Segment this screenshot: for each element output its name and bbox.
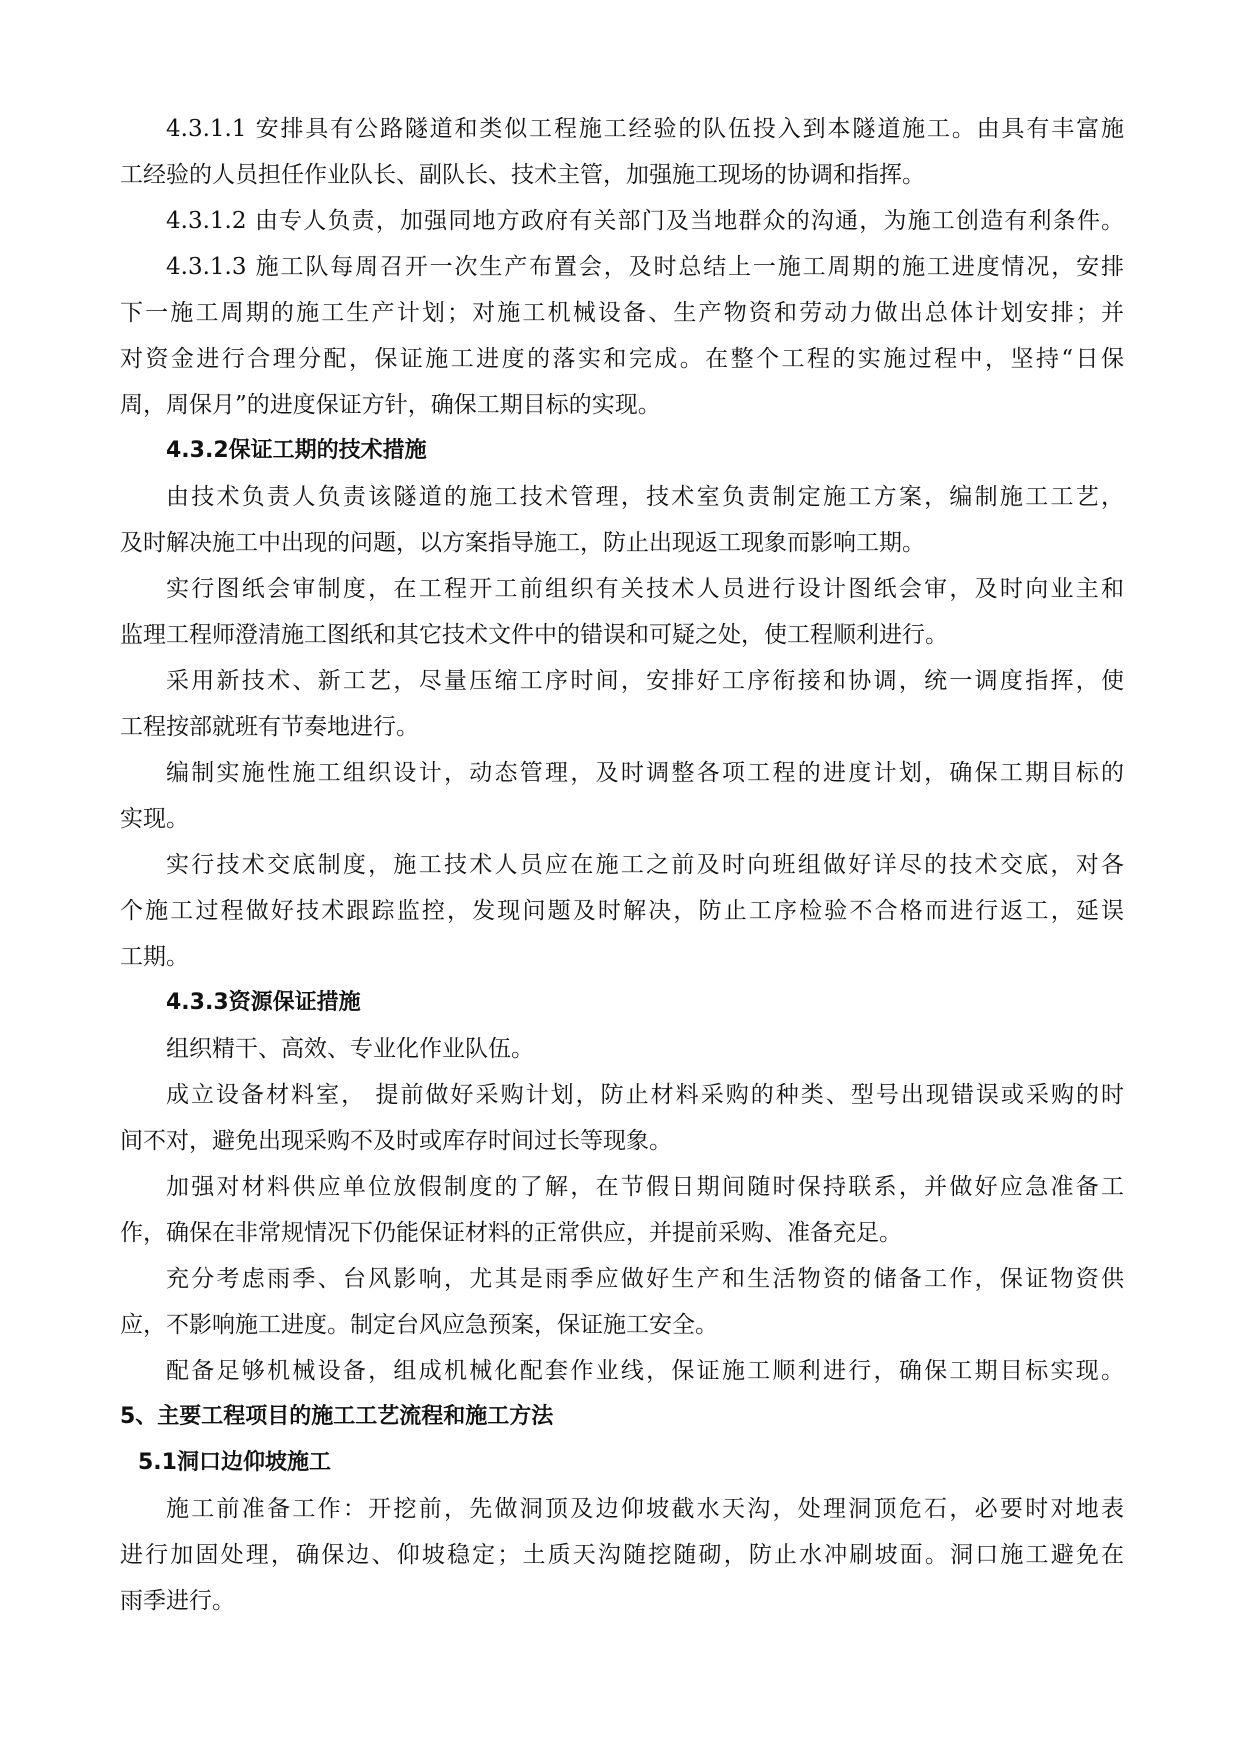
- paragraph-4313-line-3: 对资金进行合理分配，保证施工进度的落实和完成。在整个工程的实施过程中，坚持“日保: [120, 346, 1124, 372]
- section-heading-4-3-3: 4.3.3资源保证措施: [166, 990, 361, 1015]
- paragraph-supply-line-2: 作，确保在非常规情况下仍能保证材料的正常供应，并提前采购、准备充足。: [120, 1220, 902, 1246]
- paragraph-review-line-2: 监理工程师澄清施工图纸和其它技术文件中的错误和可疑之处，使工程顺利进行。: [120, 622, 948, 648]
- paragraph-4313-line-4: 周，周保月”的进度保证方针，确保工期目标的实现。: [120, 392, 661, 418]
- paragraph-review-line-1: 实行图纸会审制度，在工程开工前组织有关技术人员进行设计图纸会审，及时向业主和: [166, 576, 1124, 602]
- section-heading-5: 5、主要工程项目的施工工艺流程和施工方法: [120, 1404, 554, 1429]
- paragraph-materials-line-1: 成立设备材料室， 提前做好采购计划，防止材料采购的种类、型号出现错误或采购的时: [166, 1082, 1124, 1108]
- section-heading-5-1: 5.1洞口边仰坡施工: [138, 1450, 331, 1475]
- paragraph-weather-line-2: 应，不影响施工进度。制定台风应急预案，保证施工安全。: [120, 1312, 718, 1338]
- paragraph-portal-line-3: 雨季进行。: [120, 1588, 235, 1614]
- paragraph-plan-line-2: 实现。: [120, 806, 189, 832]
- paragraph-portal-line-1: 施工前准备工作：开挖前，先做洞顶及边仰坡截水天沟，处理洞顶危石，必要时对地表: [166, 1496, 1124, 1522]
- paragraph-briefing-line-2: 个施工过程做好技术跟踪监控，发现问题及时解决，防止工序检验不合格而进行返工，延误: [120, 898, 1124, 924]
- paragraph-briefing-line-1: 实行技术交底制度，施工技术人员应在施工之前及时向班组做好详尽的技术交底，对各: [166, 852, 1124, 878]
- paragraph-newtech-line-1: 采用新技术、新工艺，尽量压缩工序时间，安排好工序衔接和协调，统一调度指挥，使: [166, 668, 1124, 694]
- paragraph-plan-line-1: 编制实施性施工组织设计，动态管理，及时调整各项工程的进度计划，确保工期目标的: [166, 760, 1124, 786]
- paragraph-4313-line-1: 4.3.1.3 施工队每周召开一次生产布置会，及时总结上一施工周期的施工进度情况，安排: [166, 254, 1124, 280]
- paragraph-equipment-line-1: 配备足够机械设备，组成机械化配套作业线，保证施工顺利进行，确保工期目标实现。: [166, 1358, 1124, 1384]
- paragraph-portal-line-2: 进行加固处理，确保边、仰坡稳定；土质天沟随挖随砌，防止水冲刷坡面。洞口施工避免在: [120, 1542, 1124, 1568]
- paragraph-team-line-1: 组织精干、高效、专业化作业队伍。: [166, 1036, 534, 1062]
- paragraph-4312-line-1: 4.3.1.2 由专人负责，加强同地方政府有关部门及当地群众的沟通，为施工创造有利条件。: [166, 208, 1124, 234]
- paragraph-4313-line-2: 下一施工周期的施工生产计划；对施工机械设备、生产物资和劳动力做出总体计划安排；并: [120, 300, 1124, 326]
- paragraph-newtech-line-2: 工程按部就班有节奏地进行。: [120, 714, 419, 740]
- section-heading-4-3-2: 4.3.2保证工期的技术措施: [166, 438, 427, 463]
- paragraph-weather-line-1: 充分考虑雨季、台风影响，尤其是雨季应做好生产和生活物资的储备工作，保证物资供: [166, 1266, 1124, 1292]
- paragraph-briefing-line-3: 工期。: [120, 944, 189, 970]
- paragraph-tech-line-2: 及时解决施工中出现的问题，以方案指导施工，防止出现返工现象而影响工期。: [120, 530, 925, 556]
- paragraph-tech-line-1: 由技术负责人负责该隧道的施工技术管理，技术室负责制定施工方案，编制施工工艺，: [166, 484, 1124, 510]
- paragraph-4311-line-1: 4.3.1.1 安排具有公路隧道和类似工程施工经验的队伍投入到本隧道施工。由具有丰富施: [166, 116, 1124, 142]
- paragraph-materials-line-2: 间不对，避免出现采购不及时或库存时间过长等现象。: [120, 1128, 672, 1154]
- paragraph-supply-line-1: 加强对材料供应单位放假制度的了解，在节假日期间随时保持联系，并做好应急准备工: [166, 1174, 1124, 1200]
- paragraph-4311-line-2: 工经验的人员担任作业队长、副队长、技术主管，加强施工现场的协调和指挥。: [120, 162, 925, 188]
